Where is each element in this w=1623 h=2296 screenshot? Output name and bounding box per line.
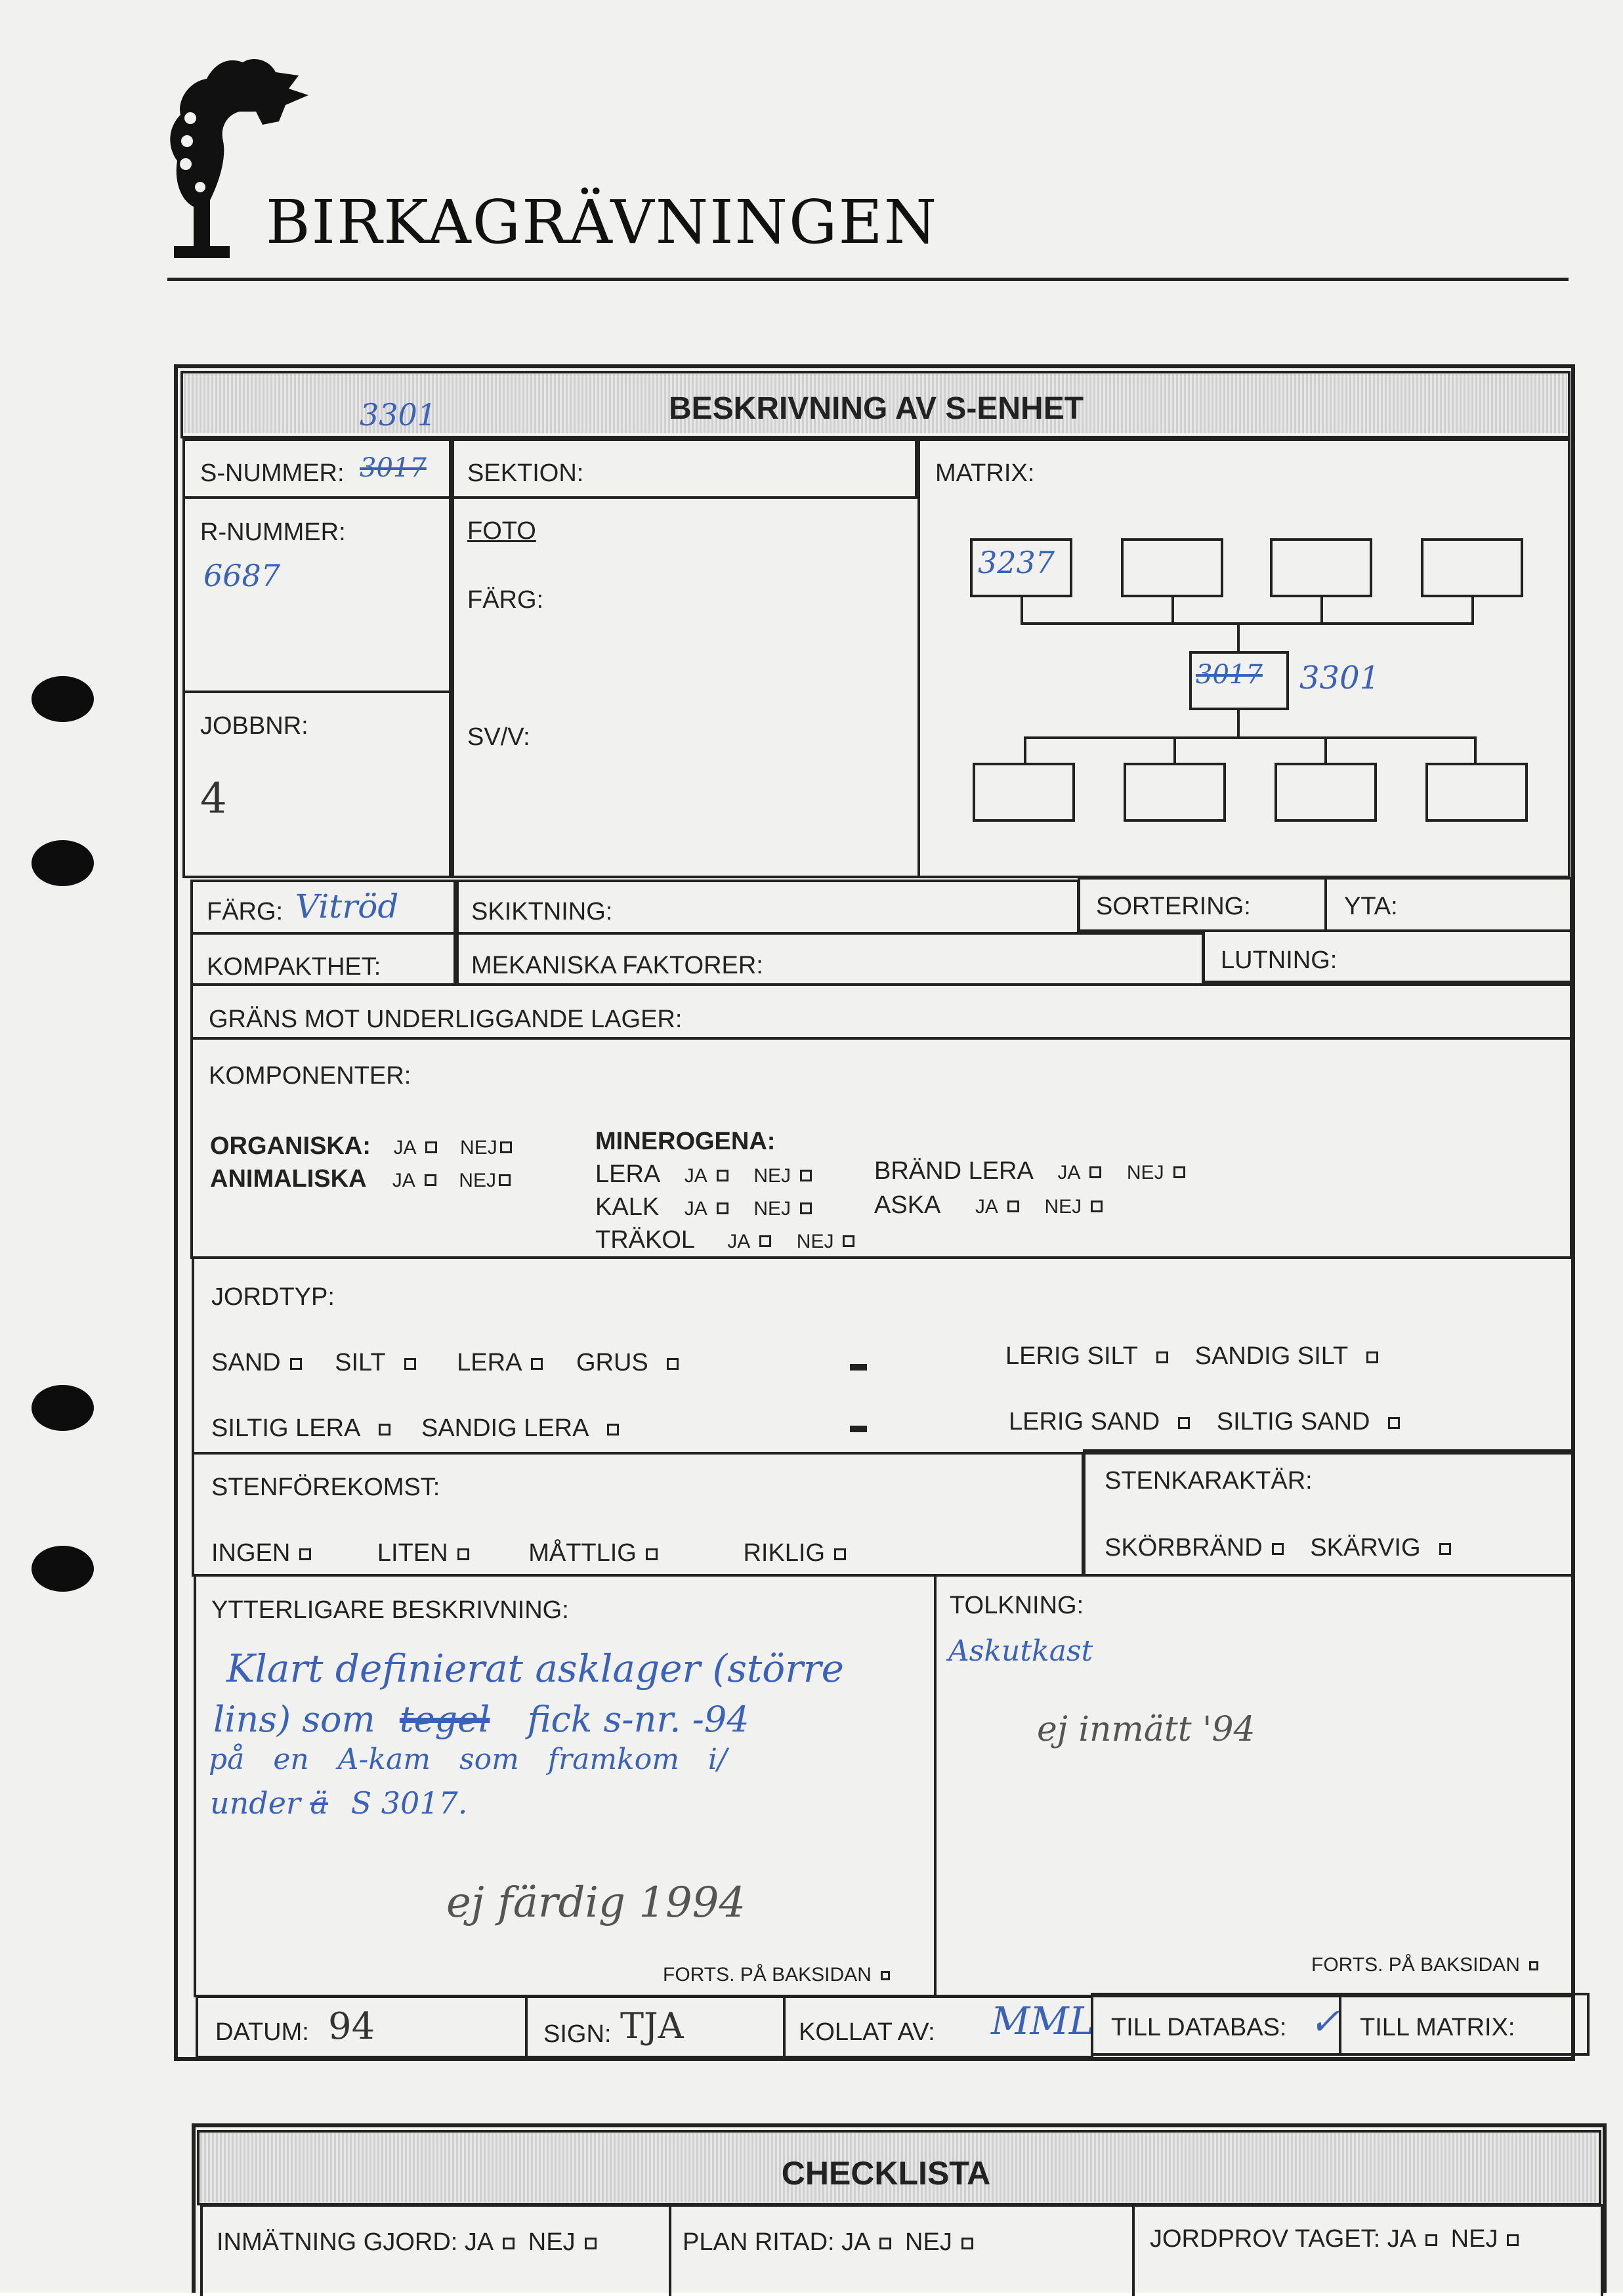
lutning-label: LUTNING:	[1221, 946, 1338, 974]
farg-value: Vitröd	[295, 887, 399, 925]
liten-text: LITEN	[377, 1539, 448, 1567]
brand-lera-text: BRÄND LERA	[874, 1157, 1032, 1185]
minerogena-label: MINEROGENA:	[595, 1128, 776, 1155]
svv-label: SV/V:	[467, 723, 530, 751]
brand-lera-ja-checkbox[interactable]	[1089, 1166, 1101, 1178]
punch-hole	[32, 1385, 94, 1431]
matrix-above-box	[1270, 538, 1372, 597]
matrix-above-box	[1421, 538, 1523, 597]
matrix-label: MATRIX:	[935, 459, 1035, 487]
jordtyp-row2-right	[1009, 1408, 1400, 1436]
matrix-connector	[1021, 622, 1474, 625]
aska-text: ASKA	[874, 1191, 940, 1219]
ytterligare-line2-struck: tegel	[399, 1699, 490, 1740]
s-nummer-label: S-NUMMER:	[200, 459, 345, 487]
sand-checkbox[interactable]	[290, 1358, 302, 1370]
tolkning-value: Askutkast	[948, 1634, 1093, 1668]
animaliska-nej: NEJ	[459, 1170, 496, 1191]
tolkning-pencil-note: ej inmätt '94	[1037, 1710, 1255, 1749]
punch-hole	[32, 676, 94, 722]
ytterligare-line2	[213, 1699, 749, 1740]
aska-nej: NEJ	[1044, 1196, 1082, 1218]
matrix-connector	[1237, 622, 1240, 652]
ytterligare-line4-struck: ä	[310, 1785, 328, 1821]
plan-text: PLAN RITAD: JA	[683, 2228, 871, 2256]
aska-nej-checkbox[interactable]	[1091, 1201, 1103, 1212]
lerig-sand-checkbox[interactable]	[1178, 1417, 1190, 1429]
skorbrand-text: SKÖRBRÄND	[1105, 1534, 1263, 1562]
aska-row	[874, 1191, 1103, 1220]
ytterligare-forts-checkbox[interactable]	[881, 1971, 890, 1980]
kalk-nej-checkbox[interactable]	[800, 1202, 812, 1214]
jordprov-text: JORDPROV TAGET: JA	[1150, 2225, 1417, 2253]
liten-checkbox[interactable]	[457, 1548, 469, 1560]
tolkning-forts	[1311, 1954, 1538, 1976]
punch-hole	[32, 1546, 94, 1592]
jordprov-nej-checkbox[interactable]	[1507, 2234, 1519, 2246]
kompakthet-label: KOMPAKTHET:	[207, 953, 381, 981]
siltig-lera-checkbox[interactable]	[379, 1424, 390, 1435]
header-rule	[167, 278, 1569, 281]
matrix-connector	[1024, 736, 1477, 739]
jordtyp-row1	[211, 1349, 679, 1377]
foto-cell	[452, 496, 920, 878]
lerig-sand-text: LERIG SAND	[1009, 1408, 1160, 1435]
matrix-above-box	[1121, 538, 1223, 597]
ytterligare-line2-start: lins) som	[213, 1699, 375, 1740]
till-matrix-label: TILL MATRIX:	[1360, 2014, 1515, 2041]
ytterligare-forts-text: FORTS. PÅ BAKSIDAN	[663, 1964, 872, 1986]
matrix-below-box	[1275, 763, 1377, 822]
lera-text: LERA	[595, 1160, 660, 1188]
jordtyp-row2	[211, 1414, 619, 1443]
kalk-nej: NEJ	[753, 1198, 791, 1220]
matrix-connector	[1021, 596, 1023, 624]
databas-check: ✓	[1309, 2001, 1340, 2043]
siltig-sand-text: SILTIG SAND	[1216, 1408, 1370, 1435]
lera-ja-checkbox[interactable]	[717, 1170, 728, 1181]
tolkning-forts-checkbox[interactable]	[1529, 1961, 1538, 1970]
inmatning-row	[217, 2228, 597, 2257]
tolkning-forts-text: FORTS. PÅ BAKSIDAN	[1311, 1954, 1520, 1976]
aska-ja: JA	[975, 1196, 998, 1218]
skarvig-checkbox[interactable]	[1439, 1543, 1451, 1555]
matrix-connector	[1320, 596, 1323, 624]
tolkning-label: TOLKNING:	[950, 1592, 1084, 1619]
logo-title: BIRKAGRÄVNINGEN	[266, 187, 938, 257]
matrix-connector	[1474, 736, 1477, 764]
matrix-below-box	[1425, 763, 1528, 822]
stenkaraktar-options	[1105, 1534, 1451, 1562]
lera-row	[595, 1160, 812, 1189]
matrix-connector	[1237, 709, 1240, 738]
datum-value: 94	[328, 2005, 375, 2048]
sand-text: SAND	[211, 1349, 281, 1376]
animaliska-ja: JA	[392, 1170, 415, 1191]
brand-lera-nej-checkbox[interactable]	[1173, 1166, 1185, 1178]
skiktning-label: SKIKTNING:	[471, 898, 613, 925]
brand-lera-nej: NEJ	[1126, 1162, 1164, 1183]
sandig-lera-text: SANDIG LERA	[421, 1414, 589, 1442]
sandig-silt-checkbox[interactable]	[1366, 1351, 1378, 1363]
form-title: BESKRIVNING AV S-ENHET	[668, 391, 1084, 426]
matrix-below-box	[973, 763, 1075, 822]
inmatning-nej: NEJ	[528, 2228, 576, 2256]
lerig-silt-text: LERIG SILT	[1005, 1342, 1139, 1370]
ingen-text: INGEN	[211, 1539, 291, 1567]
r-nummer-label: R-NUMMER:	[200, 519, 346, 546]
plan-nej: NEJ	[905, 2228, 952, 2256]
trakol-ja-checkbox[interactable]	[759, 1235, 771, 1247]
organiska-label	[210, 1132, 512, 1160]
jobbnr-value: 4	[200, 775, 227, 823]
ytterligare-line3: på en A-kam som framkom i/	[209, 1743, 727, 1776]
sign-value: TJA	[620, 2005, 684, 2047]
ytterligare-line4	[210, 1785, 467, 1821]
lera-ja: JA	[684, 1165, 707, 1187]
matrix-below-box	[1124, 763, 1226, 822]
ytterligare-pencil-note: ej färdig 1994	[446, 1879, 746, 1927]
jordprov-nej: NEJ	[1450, 2225, 1498, 2253]
kalk-row	[595, 1193, 812, 1222]
matrix-connector	[1171, 596, 1174, 624]
animaliska-nej-checkbox[interactable]	[499, 1174, 511, 1186]
sortering-label: SORTERING:	[1096, 893, 1251, 920]
databas-label: TILL DATABAS:	[1111, 2014, 1287, 2041]
matrix-center-value: 3301	[1299, 660, 1380, 696]
lerig-silt-checkbox[interactable]	[1156, 1351, 1168, 1363]
punch-hole	[32, 840, 94, 886]
riklig-checkbox[interactable]	[834, 1548, 846, 1560]
animaliska-label	[210, 1165, 511, 1193]
foto-label: FOTO	[467, 517, 536, 545]
jordtyp-label: JORDTYP:	[211, 1283, 335, 1311]
trakol-nej: NEJ	[796, 1231, 834, 1252]
jordprov-ja-checkbox[interactable]	[1425, 2234, 1437, 2246]
animaliska-text: ANIMALISKA	[210, 1165, 366, 1193]
plan-row	[683, 2228, 973, 2257]
brand-lera-row	[874, 1157, 1185, 1185]
trakol-ja: JA	[727, 1231, 751, 1252]
dash-mark	[850, 1364, 867, 1371]
jordtyp-row1-right	[1005, 1342, 1378, 1371]
mekaniska-label: MEKANISKA FAKTORER:	[471, 952, 763, 979]
trakol-row	[595, 1226, 854, 1254]
kalk-ja: JA	[684, 1198, 707, 1220]
title-handwritten-number: 3301	[360, 397, 437, 433]
skarvig-text: SKÄRVIG	[1310, 1534, 1421, 1562]
yta-label: YTA:	[1344, 893, 1398, 920]
mattlig-text: MÅTTLIG	[528, 1539, 637, 1567]
brand-lera-ja: JA	[1057, 1162, 1081, 1183]
ytterligare-forts	[663, 1964, 890, 1986]
farg-top-label: FÄRG:	[467, 586, 544, 614]
ytterligare-line4-end: S 3017.	[350, 1785, 468, 1821]
sandig-lera-checkbox[interactable]	[607, 1424, 619, 1435]
kollat-value: MML	[991, 1999, 1095, 2043]
komponenter-label: KOMPONENTER:	[209, 1062, 411, 1090]
siltig-sand-checkbox[interactable]	[1388, 1417, 1400, 1429]
matrix-connector	[1324, 736, 1327, 764]
trakol-text: TRÄKOL	[595, 1226, 694, 1254]
matrix-above-value: 3237	[978, 545, 1055, 580]
sign-label: SIGN:	[543, 2020, 612, 2048]
plan-nej-checkbox[interactable]	[961, 2238, 973, 2249]
kalk-ja-checkbox[interactable]	[717, 1202, 728, 1214]
lera-nej: NEJ	[753, 1165, 791, 1187]
aska-ja-checkbox[interactable]	[1007, 1201, 1019, 1212]
siltig-lera-text: SILTIG LERA	[211, 1414, 361, 1442]
matrix-connector	[1471, 596, 1474, 624]
stenforekomst-options	[211, 1539, 846, 1567]
organiska-nej: NEJ	[460, 1137, 497, 1159]
grus-text: GRUS	[576, 1349, 648, 1376]
sandig-silt-text: SANDIG SILT	[1194, 1342, 1349, 1370]
organiska-ja: JA	[393, 1137, 417, 1159]
kollat-label: KOLLAT AV:	[799, 2018, 935, 2046]
riklig-text: RIKLIG	[743, 1539, 826, 1567]
jordprov-row	[1150, 2225, 1519, 2253]
plan-ja-checkbox[interactable]	[879, 2238, 891, 2249]
organiska-nej-checkbox[interactable]	[500, 1141, 512, 1153]
grus-checkbox[interactable]	[667, 1358, 679, 1370]
ytterligare-line1: Klart definierat asklager (större	[226, 1646, 844, 1691]
inmatning-ja-checkbox[interactable]	[503, 2238, 515, 2249]
r-nummer-value: 6687	[203, 558, 281, 593]
ingen-checkbox[interactable]	[299, 1548, 311, 1560]
lera-jord-checkbox[interactable]	[531, 1358, 543, 1370]
matrix-connector	[1024, 736, 1026, 764]
organiska-text: ORGANISKA:	[210, 1132, 371, 1160]
s-nummer-struck-value: 3017	[360, 453, 427, 483]
animaliska-ja-checkbox[interactable]	[425, 1174, 436, 1186]
lera-nej-checkbox[interactable]	[800, 1170, 812, 1181]
silt-text: SILT	[335, 1349, 386, 1376]
sektion-label: SEKTION:	[467, 459, 584, 487]
datum-label: DATUM:	[215, 2018, 309, 2046]
ytterligare-line4-start: under	[210, 1785, 301, 1821]
organiska-ja-checkbox[interactable]	[425, 1141, 437, 1153]
mattlig-checkbox[interactable]	[646, 1548, 658, 1560]
silt-checkbox[interactable]	[404, 1358, 416, 1370]
lera-jord-text: LERA	[457, 1349, 522, 1376]
matrix-center-struck: 3017	[1196, 660, 1263, 690]
stenforekomst-label: STENFÖREKOMST:	[211, 1474, 440, 1501]
farg-label: FÄRG:	[207, 898, 284, 925]
jobbnr-label: JOBBNR:	[200, 712, 308, 740]
trakol-nej-checkbox[interactable]	[843, 1235, 854, 1247]
checklista-title: CHECKLISTA	[781, 2155, 991, 2192]
skorbrand-checkbox[interactable]	[1272, 1543, 1284, 1555]
dash-mark	[850, 1426, 867, 1432]
ytterligare-label: YTTERLIGARE BESKRIVNING:	[211, 1596, 569, 1624]
kalk-text: KALK	[595, 1193, 660, 1221]
inmatning-text: INMÄTNING GJORD: JA	[217, 2228, 494, 2256]
ytterligare-line2-end: fick s-nr. -94	[527, 1699, 749, 1740]
grans-label: GRÄNS MOT UNDERLIGGANDE LAGER:	[209, 1006, 683, 1033]
inmatning-nej-checkbox[interactable]	[585, 2238, 597, 2249]
stenkaraktar-label: STENKARAKTÄR:	[1105, 1467, 1313, 1495]
matrix-connector	[1173, 736, 1176, 764]
